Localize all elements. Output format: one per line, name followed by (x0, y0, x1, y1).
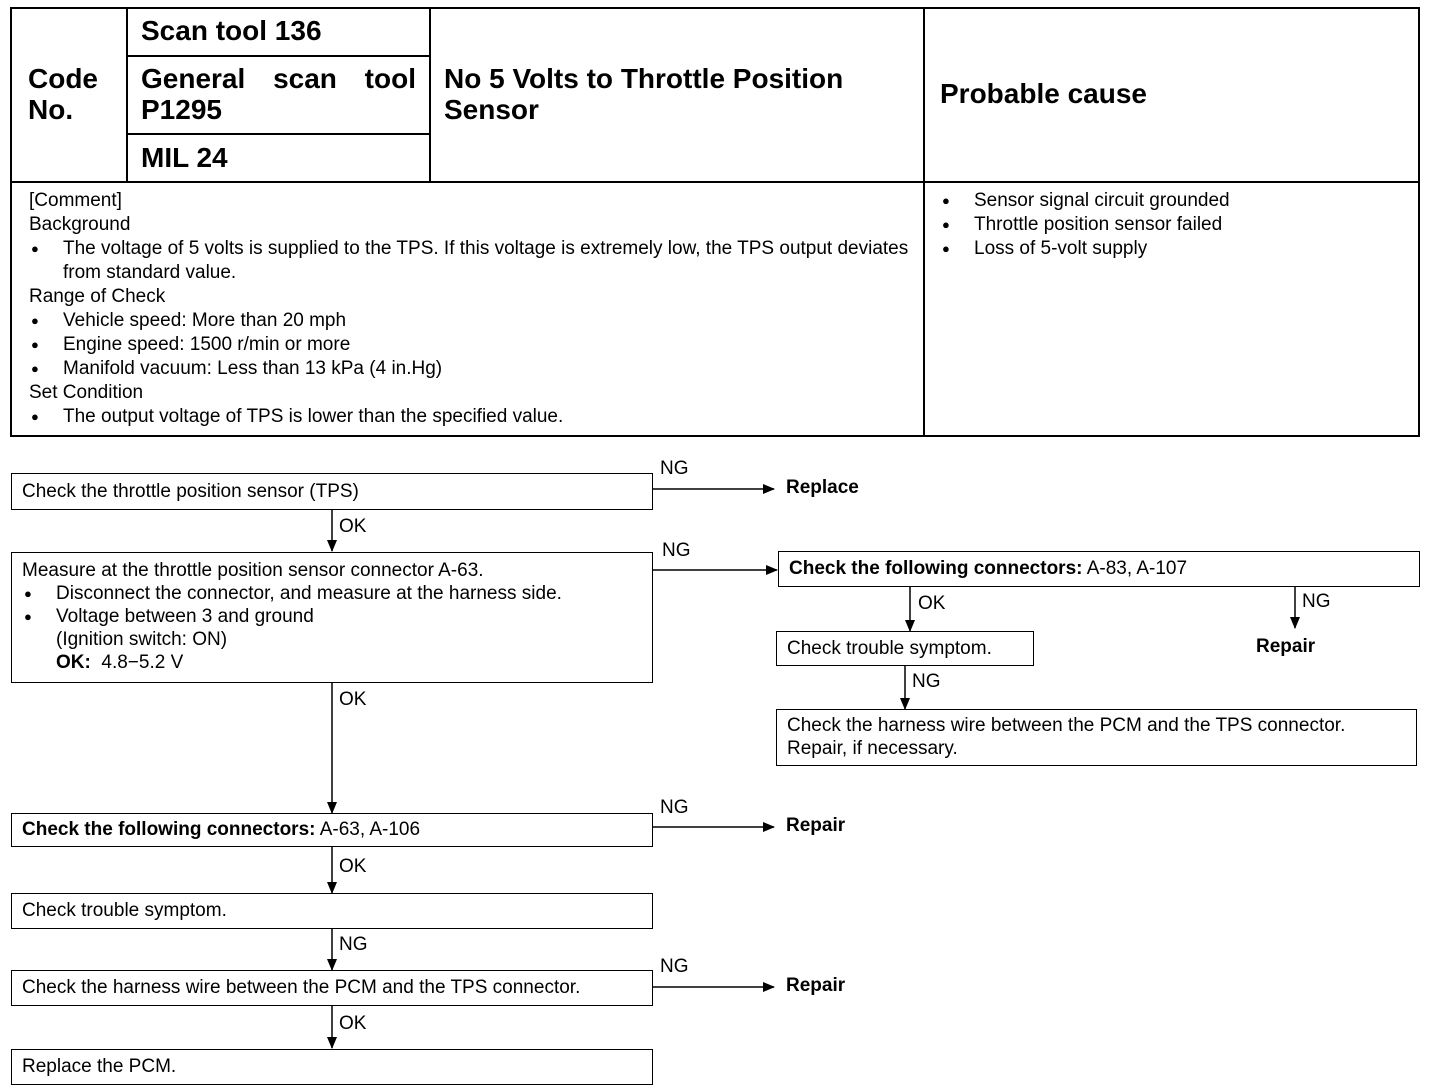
check-harness-step: Check the harness wire between the PCM and the TPS connector. (11, 970, 653, 1006)
code-label: Code No. (28, 63, 98, 125)
ng-label: NG (662, 540, 691, 561)
connectors-label: Check the following connectors: (789, 558, 1083, 579)
scan-tool-code: Scan tool 136 (141, 15, 322, 46)
comment-label: [Comment] (29, 190, 122, 211)
measure-step-spec (22, 651, 642, 674)
harness-line: Check the harness wire between the PCM and the TPS connector. (787, 715, 1346, 736)
set-condition-item: ● The output voltage of TPS is lower than the specified value. (29, 405, 909, 429)
general-scan-tool-code: General scan tool P1295 (141, 63, 416, 125)
cause-item: ● Throttle position sensor failed (940, 213, 1410, 237)
ok-label: OK (339, 689, 367, 710)
measure-step-item: ● Disconnect the connector, and measure at the harness side. (22, 582, 642, 605)
check-trouble-symptom-right: Check trouble symptom. (776, 631, 1034, 666)
check-connectors-a83-a107 (778, 551, 1420, 587)
ng-label: NG (660, 956, 689, 977)
ok-spec-label: OK: (56, 652, 91, 673)
ng-label: NG (1302, 591, 1331, 612)
ok-label: OK (918, 593, 946, 614)
connectors-label: Check the following connectors: (22, 819, 316, 840)
range-item: ● Vehicle speed: More than 20 mph (29, 309, 909, 333)
ok-label: OK (339, 856, 367, 877)
ng-label: NG (660, 797, 689, 818)
check-harness-right (776, 709, 1417, 766)
measure-step-item: ● Voltage between 3 and ground (22, 605, 642, 628)
harness-line: Repair, if necessary. (787, 738, 958, 759)
measure-step-title: Measure at the throttle position sensor connector A-63. (22, 560, 484, 581)
background-item: ● The voltage of 5 volts is supplied to the TPS. If this voltage is extremely low, the TPS output deviates from standard value. (29, 237, 909, 285)
ok-spec-value: 4.8−5.2 V (101, 652, 184, 673)
range-item: ● Manifold vacuum: Less than 13 kPa (4 in.Hg) (29, 357, 909, 381)
ng-label: NG (912, 671, 941, 692)
range-label: Range of Check (29, 286, 166, 307)
ng-label: NG (660, 458, 689, 479)
repair-result: Repair (1256, 636, 1316, 657)
check-tps-step: Check the throttle position sensor (TPS) (11, 473, 653, 510)
measure-step-note: (Ignition switch: ON) (56, 629, 228, 650)
probable-cause-heading: Probable cause (940, 78, 1147, 109)
repair-result: Repair (786, 975, 846, 996)
replace-result: Replace (786, 477, 859, 498)
range-item: ● Engine speed: 1500 r/min or more (29, 333, 909, 357)
ok-label: OK (339, 1013, 367, 1034)
connectors-value: A-83, A-107 (1086, 558, 1188, 579)
ok-label: OK (339, 516, 367, 537)
repair-result: Repair (786, 815, 846, 836)
background-label: Background (29, 214, 131, 235)
connectors-value: A-63, A-106 (319, 819, 421, 840)
replace-pcm-step: Replace the PCM. (11, 1049, 653, 1085)
check-trouble-symptom-step: Check trouble symptom. (11, 893, 653, 929)
set-condition-label: Set Condition (29, 382, 144, 403)
check-connectors-a63-a106 (11, 813, 653, 847)
cause-item: ● Sensor signal circuit grounded (940, 189, 1410, 213)
ng-label: NG (339, 934, 368, 955)
page-title: No 5 Volts to Throttle Position Sensor (444, 63, 844, 125)
cause-item: ● Loss of 5-volt supply (940, 237, 1410, 261)
mil-code: MIL 24 (141, 142, 228, 173)
measure-tps-connector-step (11, 552, 653, 683)
